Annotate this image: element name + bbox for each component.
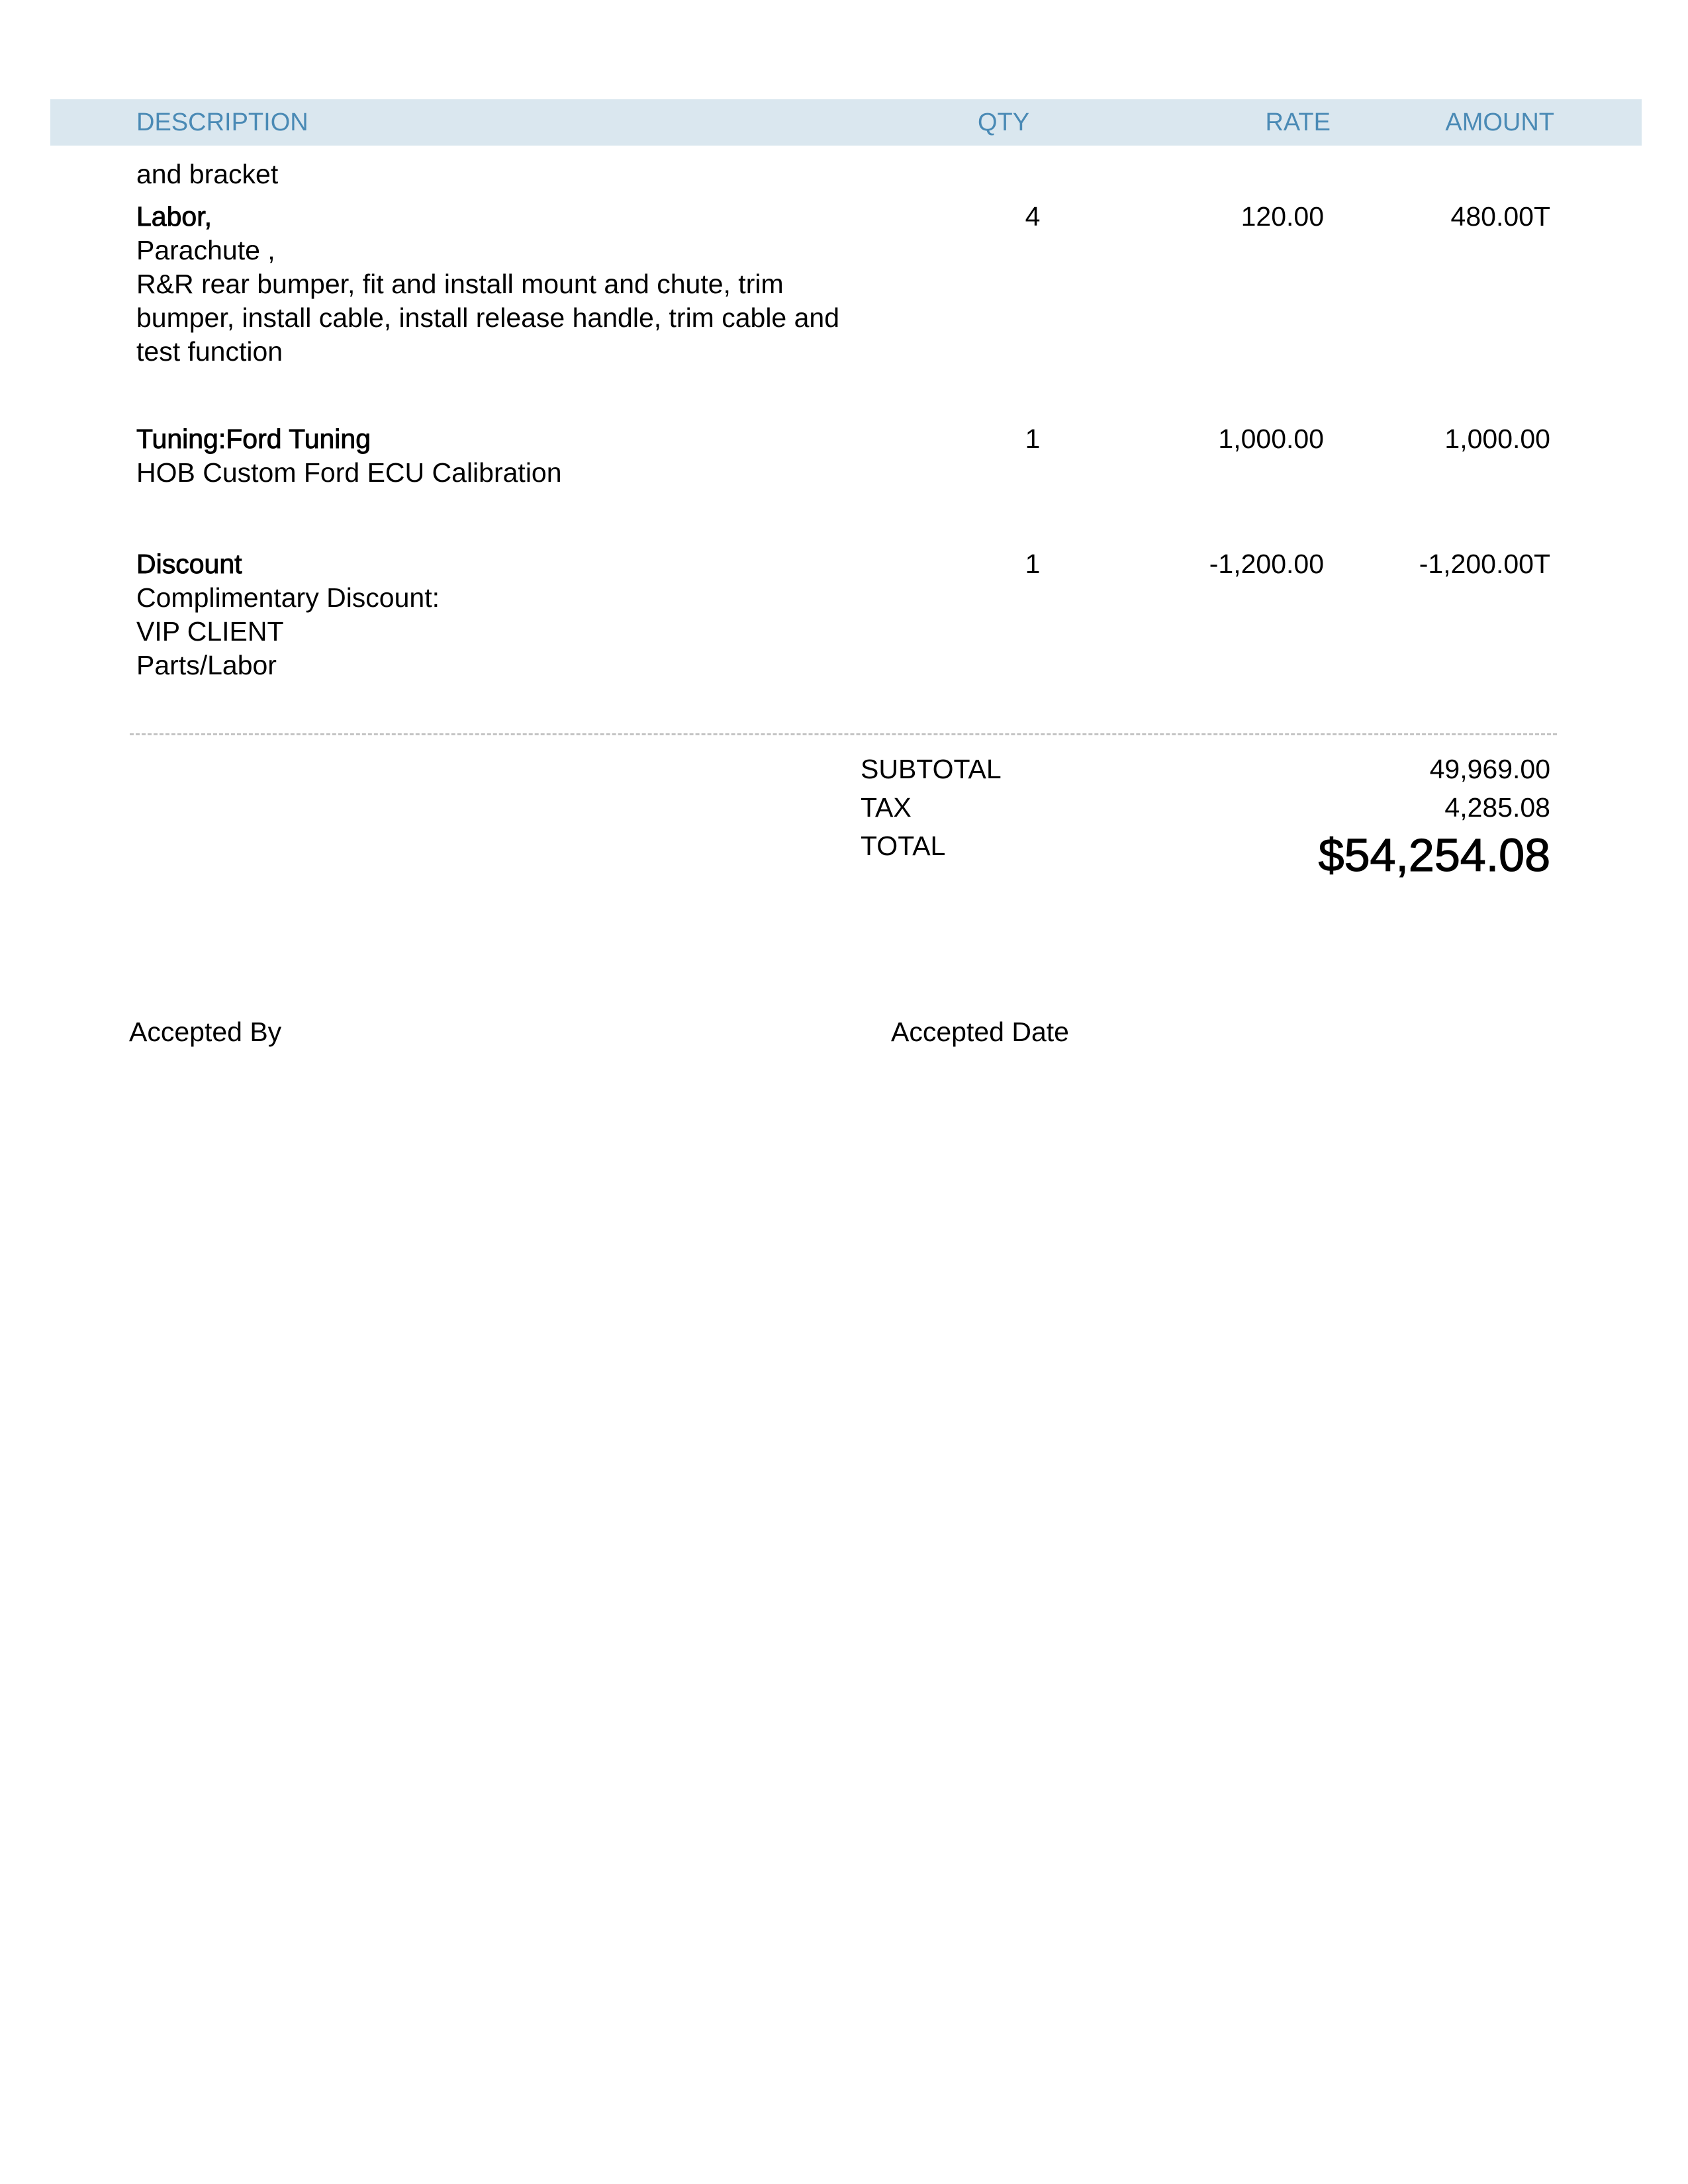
subtotal-value: 49,969.00 <box>1429 754 1550 784</box>
item-detail: bumper, install cable, install release handle, trim cable and <box>136 302 840 333</box>
item-detail: Parts/Labor <box>136 650 277 680</box>
description-header: DESCRIPTION <box>136 109 308 136</box>
accepted-date-label: Accepted Date <box>891 1017 1069 1047</box>
subtotal-label: SUBTOTAL <box>861 754 1002 784</box>
item-amount: -1,200.00T <box>1419 549 1550 579</box>
item-rate: -1,200.00 <box>1209 549 1324 579</box>
item-qty: 1 <box>1025 549 1041 579</box>
item-amount: 1,000.00 <box>1444 424 1550 454</box>
item-amount: 480.00T <box>1450 201 1550 232</box>
item-rate: 120.00 <box>1241 201 1324 232</box>
tax-label: TAX <box>861 792 912 823</box>
carry-over-text: and bracket <box>136 159 279 189</box>
tax-value: 4,285.08 <box>1444 792 1550 823</box>
item-name: Tuning:Ford Tuning <box>136 424 371 454</box>
item-detail: VIP CLIENT <box>136 616 284 647</box>
qty-header: QTY <box>977 109 1030 136</box>
rate-header: RATE <box>1265 109 1331 136</box>
item-qty: 1 <box>1025 424 1041 454</box>
item-detail: Parachute , <box>136 235 275 265</box>
total-label: TOTAL <box>861 831 946 861</box>
amount-header: AMOUNT <box>1445 109 1554 136</box>
totals-divider <box>130 733 1557 735</box>
total-value: $54,254.08 <box>1318 829 1550 881</box>
item-detail: R&R rear bumper, fit and install mount and chute, trim <box>136 269 784 299</box>
item-rate: 1,000.00 <box>1218 424 1324 454</box>
item-name: Discount <box>136 549 242 579</box>
table-header <box>50 99 1642 146</box>
item-qty: 4 <box>1025 201 1041 232</box>
item-detail: HOB Custom Ford ECU Calibration <box>136 457 562 488</box>
item-name: Labor, <box>136 201 212 232</box>
item-detail: test function <box>136 336 283 367</box>
accepted-by-label: Accepted By <box>129 1017 282 1047</box>
item-detail: Complimentary Discount: <box>136 582 440 613</box>
